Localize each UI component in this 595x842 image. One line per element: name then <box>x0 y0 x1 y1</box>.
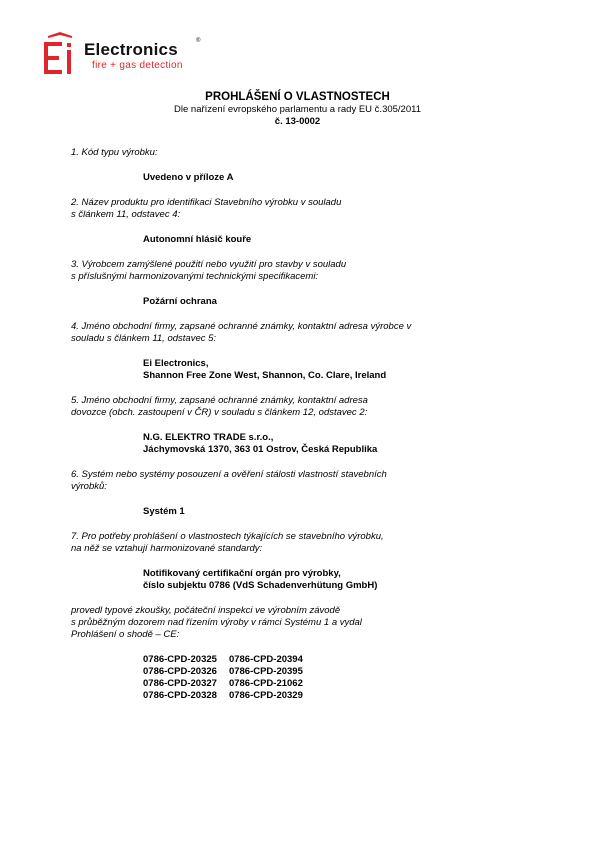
certificate-code: 0786-CPD-20395 <box>228 666 303 677</box>
registered-mark: ® <box>196 38 201 44</box>
certificate-code: 0786-CPD-20329 <box>228 690 303 701</box>
logo-tagline: fire + gas detection <box>92 60 183 71</box>
logo-brand-text: Electronics <box>84 40 178 59</box>
section-4-answer: Ei Electronics, Shannon Free Zone West, Shannon, Co. Clare, Ireland <box>143 358 387 381</box>
document-header <box>0 90 595 128</box>
certificate-codes-table <box>143 654 315 702</box>
ei-logo-mark <box>42 32 78 76</box>
section-1-answer: Uvedeno v příloze A <box>143 172 234 183</box>
section-2-answer: Autonomní hlásič kouře <box>143 234 252 245</box>
table-row <box>143 654 315 666</box>
section-7-question: 7. Pro potřeby prohlášení o vlastnostech týkajících se stavebního výrobku, na něž se vztahují harmonizované standardy: <box>71 531 384 554</box>
section-7-answer: Notifikovaný certifikační orgán pro výrobky, číslo subjektu 0786 (VdS Schadenverhütung GmbH) <box>143 568 378 591</box>
section-3-answer: Požární ochrana <box>143 296 217 307</box>
document-title: PROHLÁŠENÍ O VLASTNOSTECH <box>205 91 390 103</box>
document-body <box>71 147 531 702</box>
company-logo <box>42 32 212 76</box>
section-4-question: 4. Jméno obchodní firmy, zapsané ochranné známky, kontaktní adresa výrobce v souladu s článkem 11, odstavec 5: <box>71 321 412 344</box>
section-1-question: 1. Kód typu výrobku: <box>71 147 158 158</box>
section-6-answer: Systém 1 <box>143 506 185 517</box>
table-row <box>143 678 315 690</box>
certificate-code: 0786-CPD-20325 <box>143 654 217 665</box>
section-5-answer: N.G. ELEKTRO TRADE s.r.o., Jáchymovská 1370, 363 01 Ostrov, Česká Republika <box>143 432 378 455</box>
certificate-code: 0786-CPD-20328 <box>143 690 217 701</box>
section-6-question: 6. Systém nebo systémy posouzení a ověření stálosti vlastností stavebních výrobků: <box>71 469 387 492</box>
section-2-question: 2. Název produktu pro identifikaci Stavebního výrobku v souladu s článkem 11, odstavec 4: <box>71 197 342 220</box>
closing-statement: provedl typové zkoušky, počáteční inspekci ve výrobním závodě s průběžným dozorem nad řízením výroby v rámci Systému 1 a vydal Prohlášení o shodě – CE: <box>71 605 362 640</box>
certificate-code: 0786-CPD-20327 <box>143 678 217 689</box>
table-row <box>143 666 315 678</box>
document-number: č. 13-0002 <box>274 116 321 127</box>
table-row <box>143 690 315 702</box>
document-subtitle: Dle nařízení evropského parlamentu a rady EU č.305/2011 <box>174 104 421 115</box>
section-3-question: 3. Výrobcem zamýšlené použití nebo využití pro stavby v souladu s příslušnými harmonizovanými technickými specifikacemi: <box>71 259 347 282</box>
certificate-code: 0786-CPD-21062 <box>228 678 303 689</box>
certificate-code: 0786-CPD-20326 <box>143 666 217 677</box>
certificate-code: 0786-CPD-20394 <box>228 654 303 665</box>
section-5-question: 5. Jméno obchodní firmy, zapsané ochranné známky, kontaktní adresa dovozce (obch. zastoupení v ČR) v souladu s článkem 12, odstavec 2: <box>71 395 368 418</box>
